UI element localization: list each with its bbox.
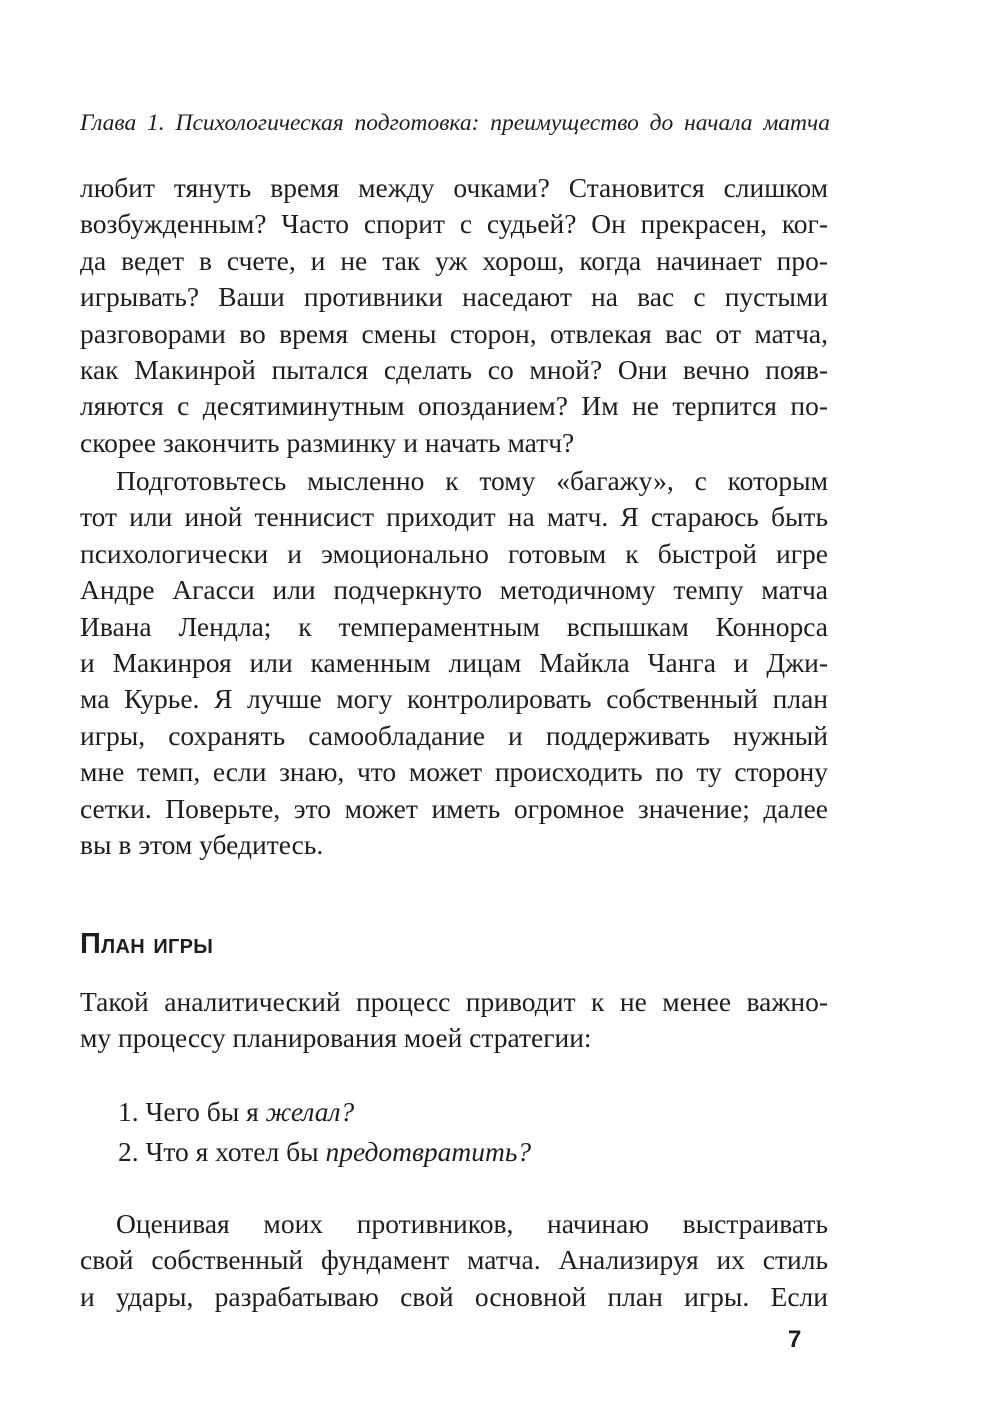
text-line: Такой аналитический процесс приводит к не менее важно- [80, 986, 828, 1017]
text-line: ляются с десятиминутным опозданием? Им не терпится по- [80, 390, 828, 422]
text-line: Ивана Лендла; к темпераментным вспышкам Коннорса [80, 610, 828, 642]
numbered-list [118, 1094, 818, 1174]
text-line: сетки. Поверьте, это может иметь огромное значение; далее [80, 792, 828, 824]
paragraph-1 [80, 170, 828, 461]
text-line: свой собственный фундамент матча. Анализируя их стиль [80, 1244, 828, 1276]
text-line: как Макинрой пытался сделать со мной? Они вечно появ- [80, 353, 828, 385]
text-line: игрывать? Ваши противники наседают на вас с пустыми [80, 281, 828, 313]
list-item [118, 1134, 818, 1174]
text-line: мне темп, если знаю, что может происходить по ту сторону [80, 756, 828, 788]
text-line: любит тянуть время между очками? Становится слишком [80, 172, 828, 203]
paragraph-2 [80, 463, 828, 863]
text-line: возбужденным? Часто спорит с судьей? Он прекрасен, ког- [80, 208, 828, 240]
section-heading: План игры [80, 928, 214, 960]
list-emphasis: желал? [265, 1096, 355, 1127]
page-number: 7 [788, 1326, 802, 1353]
text-line: да ведет в счете, и не так уж хорош, когда начинает про- [80, 244, 828, 276]
text-line: разговорами во время смены сторон, отвлекая вас от матча, [80, 317, 828, 349]
list-text: Чего бы я [145, 1096, 266, 1127]
text-line: и Макинроя или каменным лицам Майкла Чанга и Джи- [80, 646, 828, 678]
text-line: игры, сохранять самообладание и поддерживать нужный [80, 719, 828, 751]
list-emphasis: предотвратить? [325, 1136, 532, 1167]
text-line: му процессу планирования моей стратегии: [80, 1022, 592, 1054]
list-text: Что я хотел бы [145, 1136, 326, 1167]
list-number: 2. [118, 1136, 139, 1167]
text-line: Андре Агасси или подчеркнуто методичному темпу матча [80, 574, 828, 606]
paragraph-3 [80, 984, 828, 1057]
running-head: Глава 1. Психологическая подготовка: преимущество до начала матча [80, 110, 830, 136]
text-line: ма Курье. Я лучше могу контролировать собственный план [80, 683, 828, 715]
text-line: психологически и эмоционально готовым к быстрой игре [80, 537, 828, 569]
list-item [118, 1094, 818, 1134]
list-number: 1. [118, 1096, 139, 1127]
text-line: Подготовьтесь мысленно к тому «багажу», с которым [116, 465, 828, 496]
text-line: скорее закончить разминку и начать матч? [80, 426, 575, 458]
paragraph-4 [80, 1206, 828, 1315]
text-line: вы в этом убедитесь. [80, 828, 324, 860]
text-line: и удары, разрабатываю свой основной план игры. Если [80, 1280, 828, 1312]
text-line: Оценивая моих противников, начинаю выстраивать [116, 1208, 828, 1239]
text-line: тот или иной теннисист приходит на матч. Я стараюсь быть [80, 501, 828, 533]
